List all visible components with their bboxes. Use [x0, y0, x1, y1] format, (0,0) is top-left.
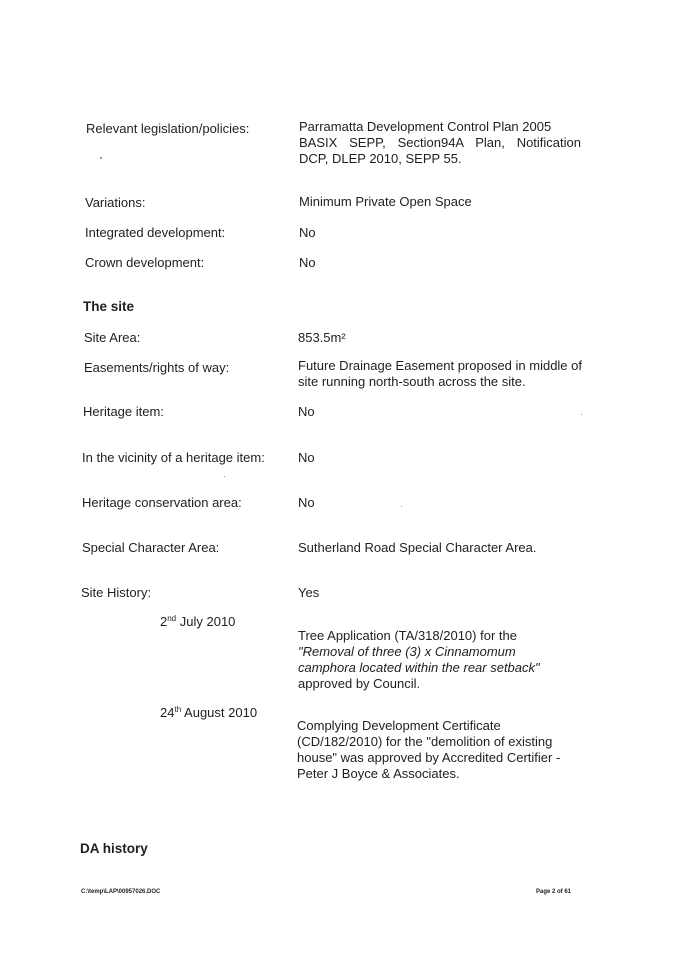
site-heading: The site — [83, 299, 135, 314]
legislation-value — [299, 119, 581, 167]
footer-page-number: Page 2 of 61 — [536, 889, 572, 895]
history-text-1-italic: "Removal of three (3) x Cinnamomum camphora located within the rear setback" — [298, 644, 540, 675]
history-date-1-day: 2 — [160, 614, 168, 629]
crown-label: Crown development: — [85, 255, 205, 270]
history-text-1-plain: Tree Application (TA/318/2010) for the — [298, 628, 517, 643]
easements-label: Easements/rights of way: — [84, 360, 230, 375]
history-text-1 — [298, 628, 568, 692]
heritage-item-label: Heritage item: — [83, 404, 164, 419]
legislation-value-line1: Parramatta Development Control Plan 2005 — [299, 119, 552, 134]
crown-value: No — [299, 255, 316, 270]
special-character-value: Sutherland Road Special Character Area. — [298, 540, 537, 555]
site-area-value: 853.5m² — [298, 330, 346, 345]
site-history-value: Yes — [298, 585, 320, 600]
history-date-1 — [160, 614, 235, 630]
history-date-2-month: August 2010 — [184, 705, 258, 720]
site-area-label: Site Area: — [84, 330, 141, 345]
scan-speck — [581, 414, 582, 415]
legislation-value-line2: BASIX SEPP, Section94A Plan, Notification DCP, DLEP 2010, SEPP 55. — [299, 135, 581, 166]
special-character-label: Special Character Area: — [82, 540, 220, 555]
history-date-2-day: 24 — [160, 705, 175, 720]
scan-speck — [100, 157, 102, 159]
integrated-label: Integrated development: — [85, 225, 226, 240]
easements-value: Future Drainage Easement proposed in middle of site running north-south across the site. — [298, 358, 582, 389]
site-history-label: Site History: — [81, 585, 152, 600]
scan-speck — [401, 506, 402, 507]
history-date-1-month: July 2010 — [179, 614, 236, 629]
variations-label: Variations: — [85, 195, 146, 210]
legislation-label: Relevant legislation/policies: — [86, 121, 250, 136]
conservation-label: Heritage conservation area: — [82, 495, 242, 510]
conservation-value: No — [298, 495, 315, 510]
history-date-2 — [160, 705, 257, 721]
vicinity-label: In the vicinity of a heritage item: — [82, 450, 265, 465]
history-date-2-suffix: th — [174, 705, 182, 714]
vicinity-value: No — [298, 450, 315, 465]
scan-speck — [224, 476, 225, 477]
history-date-1-suffix: nd — [167, 614, 177, 623]
footer-file-path: C:\temp\LAP\00957026.DOC — [81, 889, 161, 895]
history-text-2: Complying Development Certificate (CD/182/2010) for the "demolition of existing house" was approved by Accredited Certifier - Peter J Boyce & Associates. — [297, 718, 561, 781]
variations-value: Minimum Private Open Space — [299, 194, 472, 209]
da-history-heading: DA history — [80, 841, 148, 856]
history-text-1-end: approved by Council. — [298, 676, 421, 691]
heritage-item-value: No — [298, 404, 315, 419]
integrated-value: No — [299, 225, 316, 240]
